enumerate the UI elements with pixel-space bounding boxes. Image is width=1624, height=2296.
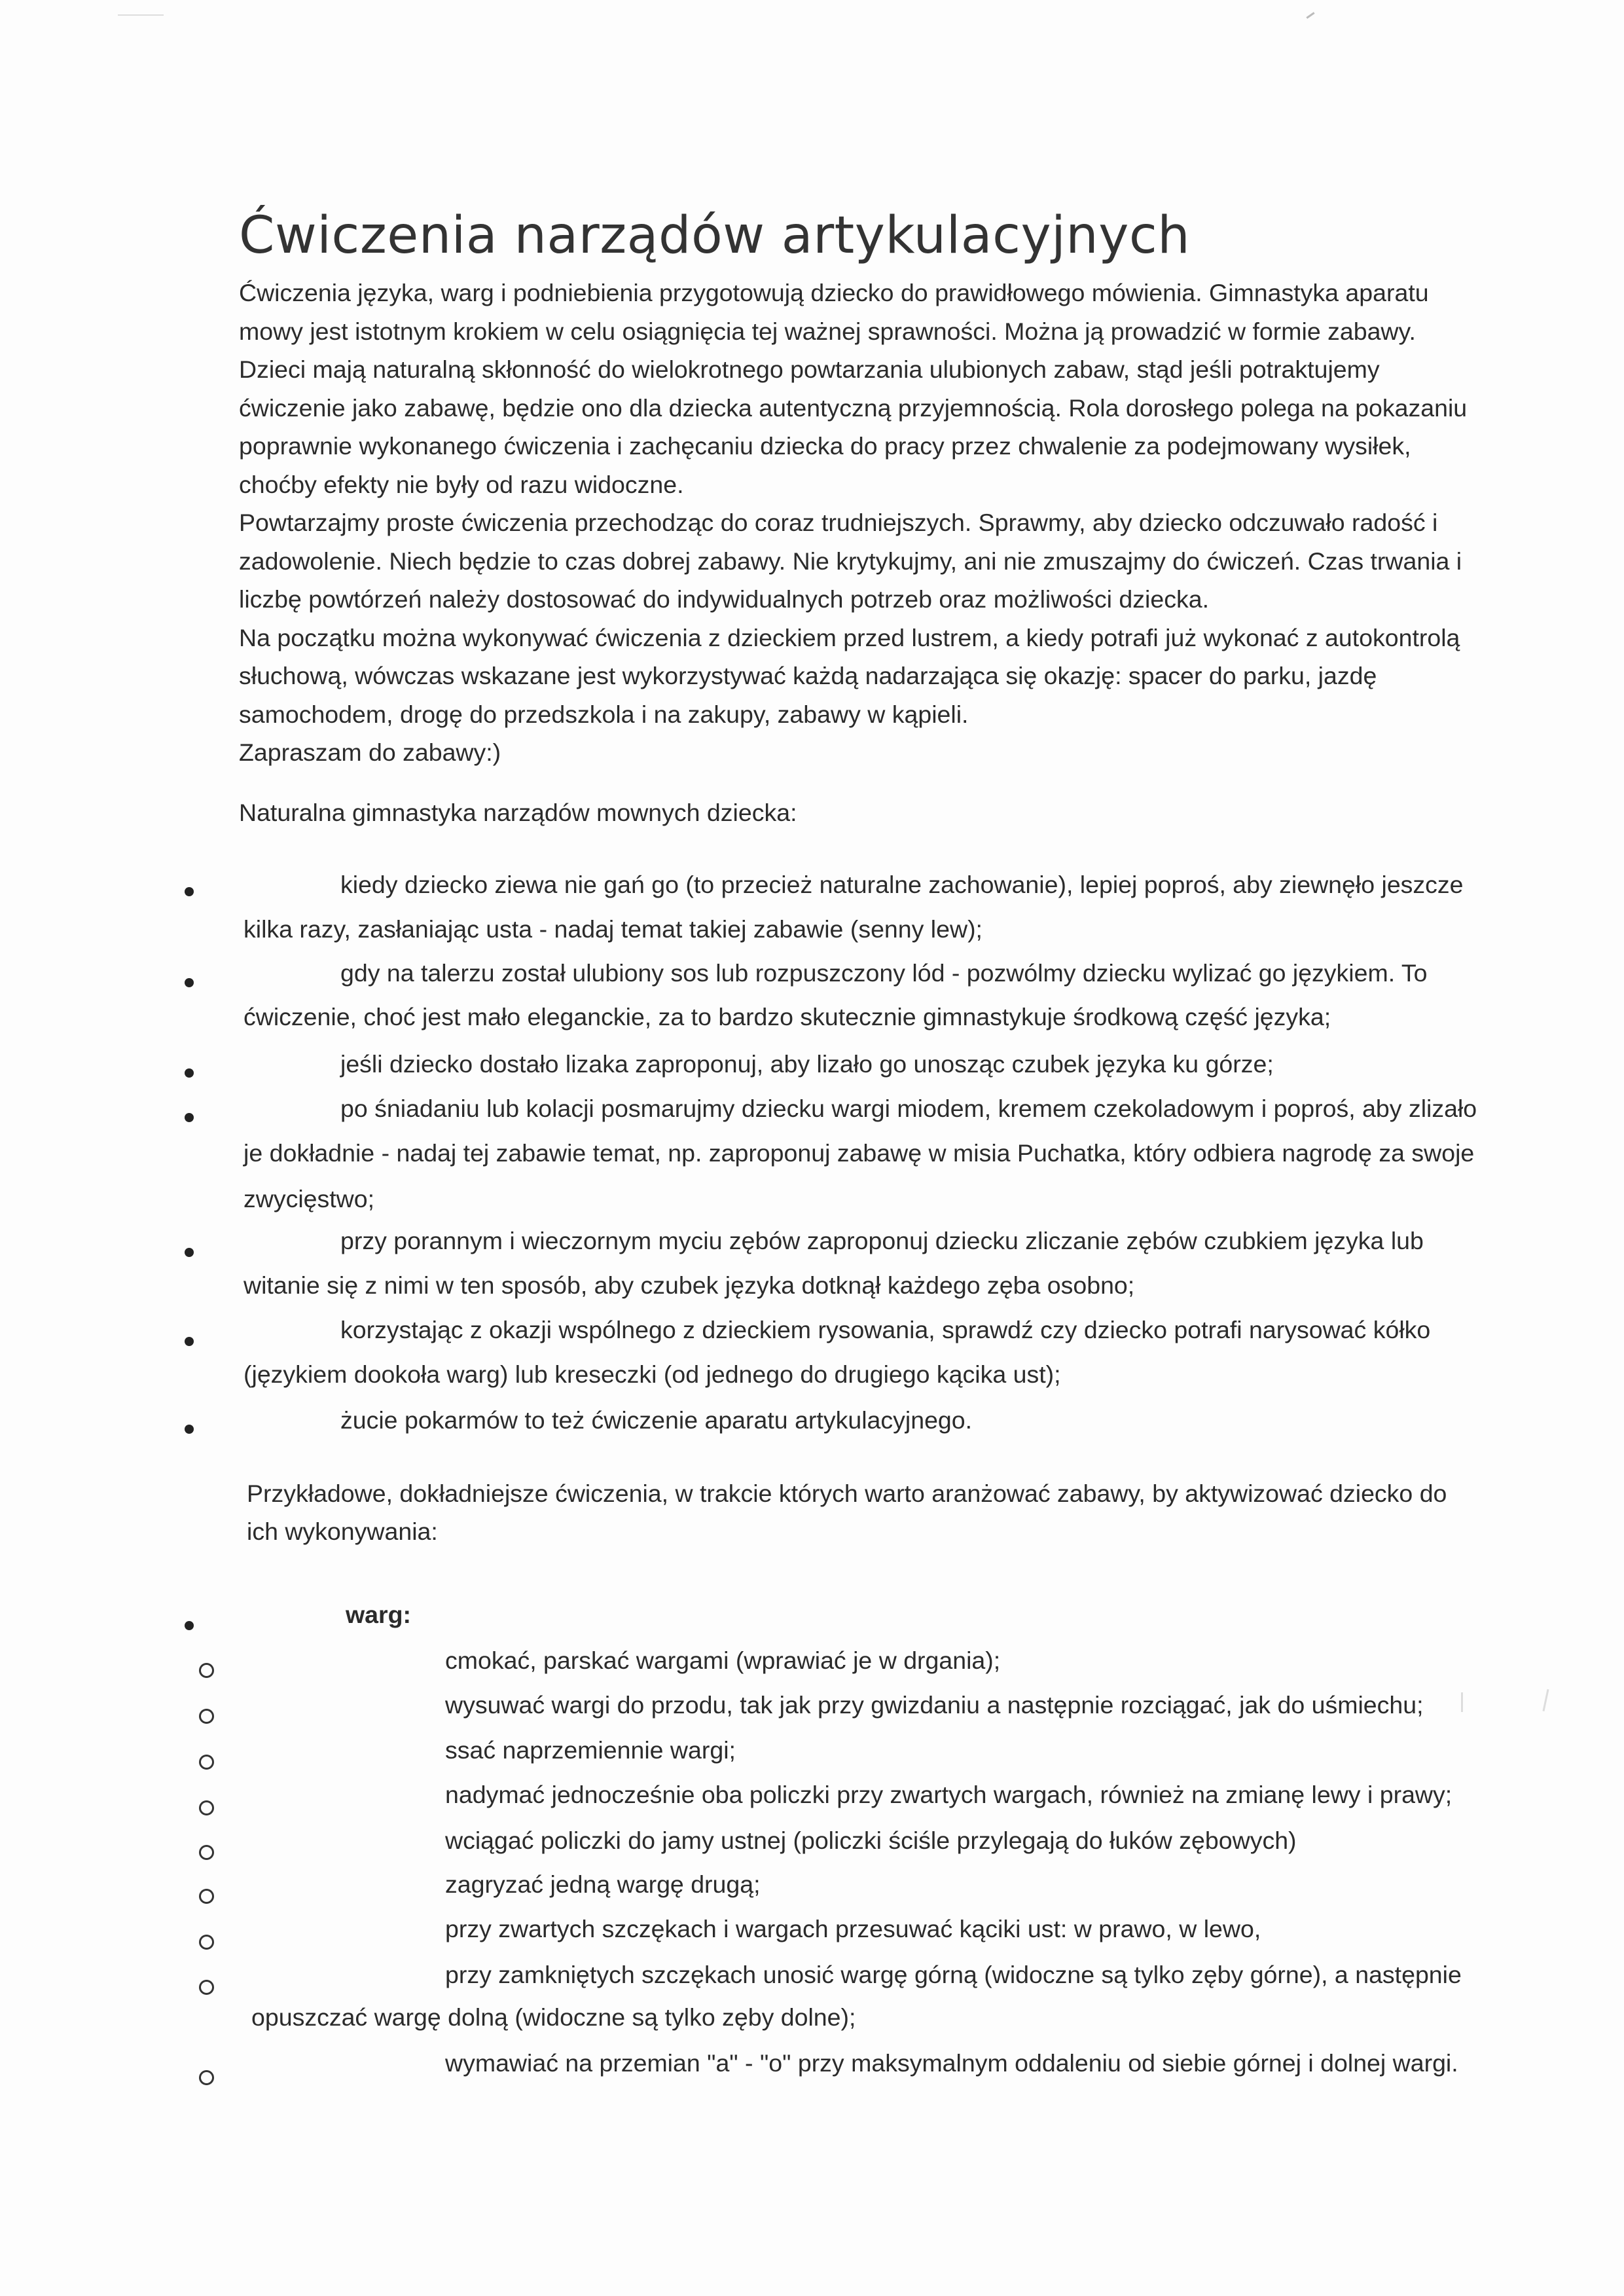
- bullet-dot-icon: [185, 1337, 194, 1346]
- bullet-circle-icon: [199, 1845, 214, 1860]
- lips-item: ssać naprzemiennie wargi;: [445, 1736, 736, 1764]
- bullet-circle-icon: [199, 1935, 214, 1950]
- list-item-line: witanie się z nimi w ten sposób, aby czubek języka dotknął każdego zęba osobno;: [244, 1271, 1135, 1299]
- list-item-line: zwycięstwo;: [244, 1185, 375, 1212]
- list-item-line: kiedy dziecko ziewa nie gań go (to przecież naturalne zachowanie), lepiej poproś, aby ziewnęło jeszcze: [340, 871, 1464, 898]
- examples-heading-line: Przykładowe, dokładniejsze ćwiczenia, w trakcie których warto aranżować zabawy, by aktywizować dziecko do: [247, 1480, 1447, 1507]
- scan-mark: [1306, 12, 1314, 18]
- list-item-line: przy porannym i wieczornym myciu zębów zaproponuj dziecku zliczanie zębów czubkiem języka lub: [340, 1227, 1424, 1254]
- bullet-dot-icon: [185, 887, 194, 896]
- list-item-line: po śniadaniu lub kolacji posmarujmy dziecku wargi miodem, kremem czekoladowym i poproś, aby zlizało: [340, 1095, 1477, 1122]
- bullet-dot-icon: [185, 1621, 194, 1630]
- intro-paragraph: Zapraszam do zabawy:): [239, 738, 501, 766]
- bullet-dot-icon: [185, 1425, 194, 1434]
- list-item-line: żucie pokarmów to też ćwiczenie aparatu artykulacyjnego.: [340, 1406, 973, 1434]
- bullet-circle-icon: [199, 1889, 214, 1904]
- intro-paragraph: Ćwiczenia języka, warg i podniebienia przygotowują dziecko do prawidłowego mówienia. Gimnastyka aparatu mowy jest istotnym krokiem w celu osiągnięcia tej ważnej sprawności. Można ją prowadzić w formie zabawy. Dzieci mają naturalną skłonność do wielokrotnego powtarzania ulubionych zabaw, stąd jeśli potraktujemy ćwiczenie jako zabawę, będzie ono dla dziecka autentyczną przyjemnością. Rola dorosłego polega na pokazaniu poprawnie wykonanego ćwiczenia i zachęcaniu dziecka do pracy przez chwalenie za podejmowany wysiłek, choćby efekty nie były od razu widoczne.: [239, 279, 1468, 498]
- lips-item: przy zamkniętych szczękach unosić wargę górną (widoczne są tylko zęby górne), a następnie: [445, 1961, 1462, 1988]
- list-item-line: kilka razy, zasłaniając usta - nadaj temat takiej zabawie (senny lew);: [244, 915, 983, 943]
- bullet-circle-icon: [199, 2070, 214, 2085]
- scan-mark: [118, 14, 164, 16]
- bullet-dot-icon: [185, 1248, 194, 1257]
- bullet-circle-icon: [199, 1800, 214, 1815]
- bullet-circle-icon: [199, 1755, 214, 1770]
- lips-item: wciągać policzki do jamy ustnej (policzki ściśle przylegają do łuków zębowych): [445, 1827, 1297, 1854]
- scan-mark: [1461, 1692, 1463, 1712]
- bullet-circle-icon: [199, 1663, 214, 1678]
- bullet-dot-icon: [185, 1113, 194, 1122]
- list-item-line: je dokładnie - nadaj tej zabawie temat, np. zaproponuj zabawę w misia Puchatka, który odbiera nagrodę za swoje: [244, 1139, 1475, 1167]
- lips-item: nadymać jednocześnie oba policzki przy zwartych wargach, również na zmianę lewy i prawy;: [445, 1781, 1453, 1808]
- intro-text: [239, 274, 1483, 772]
- page-title: Ćwiczenia narządów artykulacyjnych: [239, 206, 1191, 265]
- bullet-dot-icon: [185, 978, 194, 987]
- examples-heading: [247, 1474, 1447, 1550]
- intro-paragraph: Powtarzajmy proste ćwiczenia przechodząc do coraz trudniejszych. Sprawmy, aby dziecko odczuwało radość i zadowolenie. Niech będzie to czas dobrej zabawy. Nie krytykujmy, ani nie zmuszajmy do ćwiczeń. Czas trwania i liczbę powtórzeń należy dostosować do indywidualnych potrzeb oraz możliwości dziecka.: [239, 509, 1462, 613]
- lips-item: zagryzać jedną wargę drugą;: [445, 1870, 761, 1898]
- intro-paragraph: Na początku można wykonywać ćwiczenia z dzieckiem przed lustrem, a kiedy potrafi już wykonać z autokontrolą słuchową, wówczas wskazane jest wykorzystywać każdą nadarzająca się okazję: spacer do parku, jazdę samochodem, drogę do przedszkola i na zakupy, zabawy w kąpieli.: [239, 623, 1460, 728]
- lips-item: cmokać, parskać wargami (wprawiać je w drgania);: [445, 1647, 1001, 1674]
- lips-item: przy zwartych szczękach i wargach przesuwać kąciki ust: w prawo, w lewo,: [445, 1915, 1261, 1942]
- scan-mark: [1542, 1689, 1549, 1711]
- list-item-line: gdy na talerzu został ulubiony sos lub rozpuszczony lód - pozwólmy dziecku wylizać go językiem. To: [340, 959, 1428, 987]
- list-item-line: korzystając z okazji wspólnego z dzieckiem rysowania, sprawdź czy dziecko potrafi narysować kółko: [340, 1316, 1431, 1343]
- list-item-line: jeśli dziecko dostało lizaka zaproponuj, aby lizało go unosząc czubek języka ku górze;: [340, 1050, 1274, 1078]
- lips-label: warg:: [346, 1601, 412, 1628]
- lips-item: wysuwać wargi do przodu, tak jak przy gwizdaniu a następnie rozciągać, jak do uśmiechu;: [445, 1691, 1424, 1719]
- bullet-circle-icon: [199, 1709, 214, 1724]
- bullet-circle-icon: [199, 1980, 214, 1995]
- examples-heading-line: ich wykonywania:: [247, 1518, 438, 1545]
- list-item-line: ćwiczenie, choć jest mało eleganckie, za to bardzo skutecznie gimnastykuje środkową część języka;: [244, 1003, 1331, 1030]
- lips-item: opuszczać wargę dolną (widoczne są tylko zęby dolne);: [251, 2003, 856, 2031]
- bullet-dot-icon: [185, 1068, 194, 1078]
- list-item-line: (językiem dookoła warg) lub kreseczki (od jednego do drugiego kącika ust);: [244, 1360, 1061, 1388]
- natural-heading: Naturalna gimnastyka narządów mownych dziecka:: [239, 799, 797, 826]
- lips-item: wymawiać na przemian "a" - "o" przy maksymalnym oddaleniu od siebie górnej i dolnej wargi.: [445, 2049, 1458, 2077]
